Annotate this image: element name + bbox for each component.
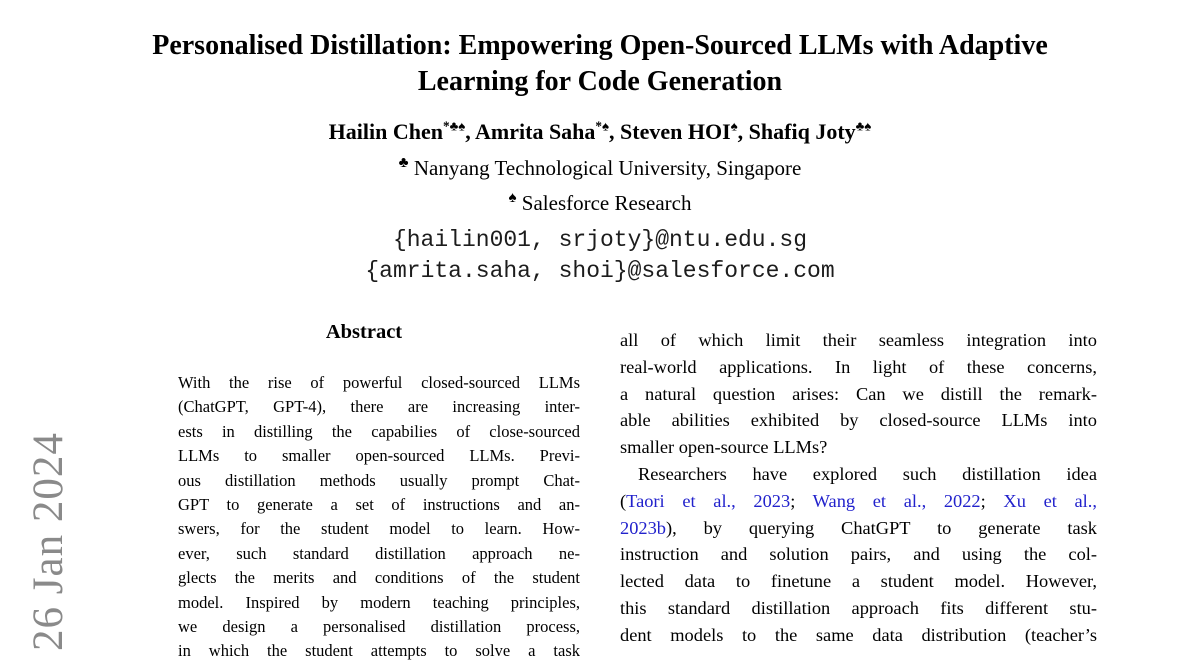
author xyxy=(620,119,749,144)
citation-link[interactable]: Wang et al., 2022 xyxy=(812,490,981,511)
abstract-line: we design a personalised distillation process, xyxy=(178,616,580,636)
paper-title xyxy=(0,28,1200,100)
email-line-salesforce: {amrita.saha, shoi}@salesforce.com xyxy=(365,258,835,284)
abstract-line: GPT to generate a set of instructions and an- xyxy=(178,494,580,514)
body-text: ), by querying ChatGPT to generate task xyxy=(665,517,1097,538)
body-line: instruction and solution pairs, and using the col- xyxy=(620,544,1097,565)
body-line: real-world applications. In light of these concerns, xyxy=(620,356,1097,377)
affiliation-text: Salesforce Research xyxy=(521,191,692,215)
abstract-line: (ChatGPT, GPT-4), there are increasing inter- xyxy=(178,397,580,417)
abstract-line: glects the merits and conditions of the student xyxy=(178,568,580,588)
author-list xyxy=(0,119,1200,145)
spade-suit-icon: ♠ xyxy=(508,190,517,206)
author-affiliation-marks: *♣♠ xyxy=(442,119,466,134)
body-right-column xyxy=(620,327,1097,649)
body-line-with-citations xyxy=(620,488,1097,515)
body-line-with-citations xyxy=(620,515,1097,542)
paper-title-line-2: Learning for Code Generation xyxy=(417,66,783,97)
author-affiliation-marks: ♠ xyxy=(730,119,738,134)
body-text: ( xyxy=(620,490,627,511)
body-text: ; xyxy=(790,490,813,511)
affiliation-salesforce xyxy=(0,190,1200,216)
body-line: Researchers have explored such distillation idea xyxy=(638,463,1097,484)
author-affiliation-marks: ♣♠ xyxy=(855,119,872,134)
citation-link[interactable]: Xu et al., xyxy=(1003,490,1097,511)
abstract-line: ous distillation methods usually prompt Chat- xyxy=(178,470,580,490)
email-line-ntu: {hailin001, srjoty}@ntu.edu.sg xyxy=(392,227,808,253)
author-separator: , xyxy=(737,119,749,145)
author-name: Hailin Chen xyxy=(328,119,443,145)
author-affiliation-marks: *♠ xyxy=(595,119,610,134)
body-line: a natural question arises: Can we distill the remark- xyxy=(620,383,1097,404)
affiliation-text: Nanyang Technological University, Singapore xyxy=(413,156,802,180)
author-name: Steven HOI xyxy=(620,119,731,145)
body-line: lected data to finetune a student model. However, xyxy=(620,571,1097,592)
author-name: Shafiq Joty xyxy=(748,119,856,145)
affiliation-ntu xyxy=(0,155,1200,181)
author-separator: , xyxy=(465,119,476,145)
citation-link[interactable]: Taori et al., 2023 xyxy=(626,490,791,511)
author-name: Amrita Saha xyxy=(475,119,596,145)
body-line: smaller open-source LLMs? xyxy=(620,437,828,458)
abstract-line: LLMs to smaller open-sourced LLMs. Previ- xyxy=(178,446,580,466)
club-suit-icon: ♣ xyxy=(398,155,409,171)
arxiv-date-watermark: 26 Jan 2024 xyxy=(25,432,72,651)
abstract-line: With the rise of powerful closed-sourced LLMs xyxy=(178,373,580,392)
body-text: ; xyxy=(980,490,1004,511)
author xyxy=(749,119,872,144)
abstract-heading: Abstract xyxy=(325,321,403,343)
abstract-line: ever, such standard distillation approach ne- xyxy=(178,543,580,563)
body-line: this standard distillation approach fits different stu- xyxy=(620,597,1097,618)
body-line: dent models to the same data distribution (teacher’s xyxy=(620,624,1097,645)
body-line: able abilities exhibited by closed-source LLMs into xyxy=(620,410,1097,431)
author xyxy=(475,119,620,144)
body-line: all of which limit their seamless integration into xyxy=(620,330,1097,350)
abstract-line: ests in distilling the capabilies of close-sourced xyxy=(178,421,580,441)
abstract-line: model. Inspired by modern teaching principles, xyxy=(178,592,580,612)
paper-title-line-1: Personalised Distillation: Empowering Open-Sourced LLMs with Adaptive xyxy=(152,30,1048,61)
abstract-section xyxy=(178,371,580,664)
abstract-line: in which the student attempts to solve a task xyxy=(178,641,580,661)
abstract-line: swers, for the student model to learn. How- xyxy=(178,519,580,539)
author xyxy=(329,119,475,144)
citation-link[interactable]: 2023b xyxy=(620,517,666,538)
author-separator: , xyxy=(609,119,621,145)
